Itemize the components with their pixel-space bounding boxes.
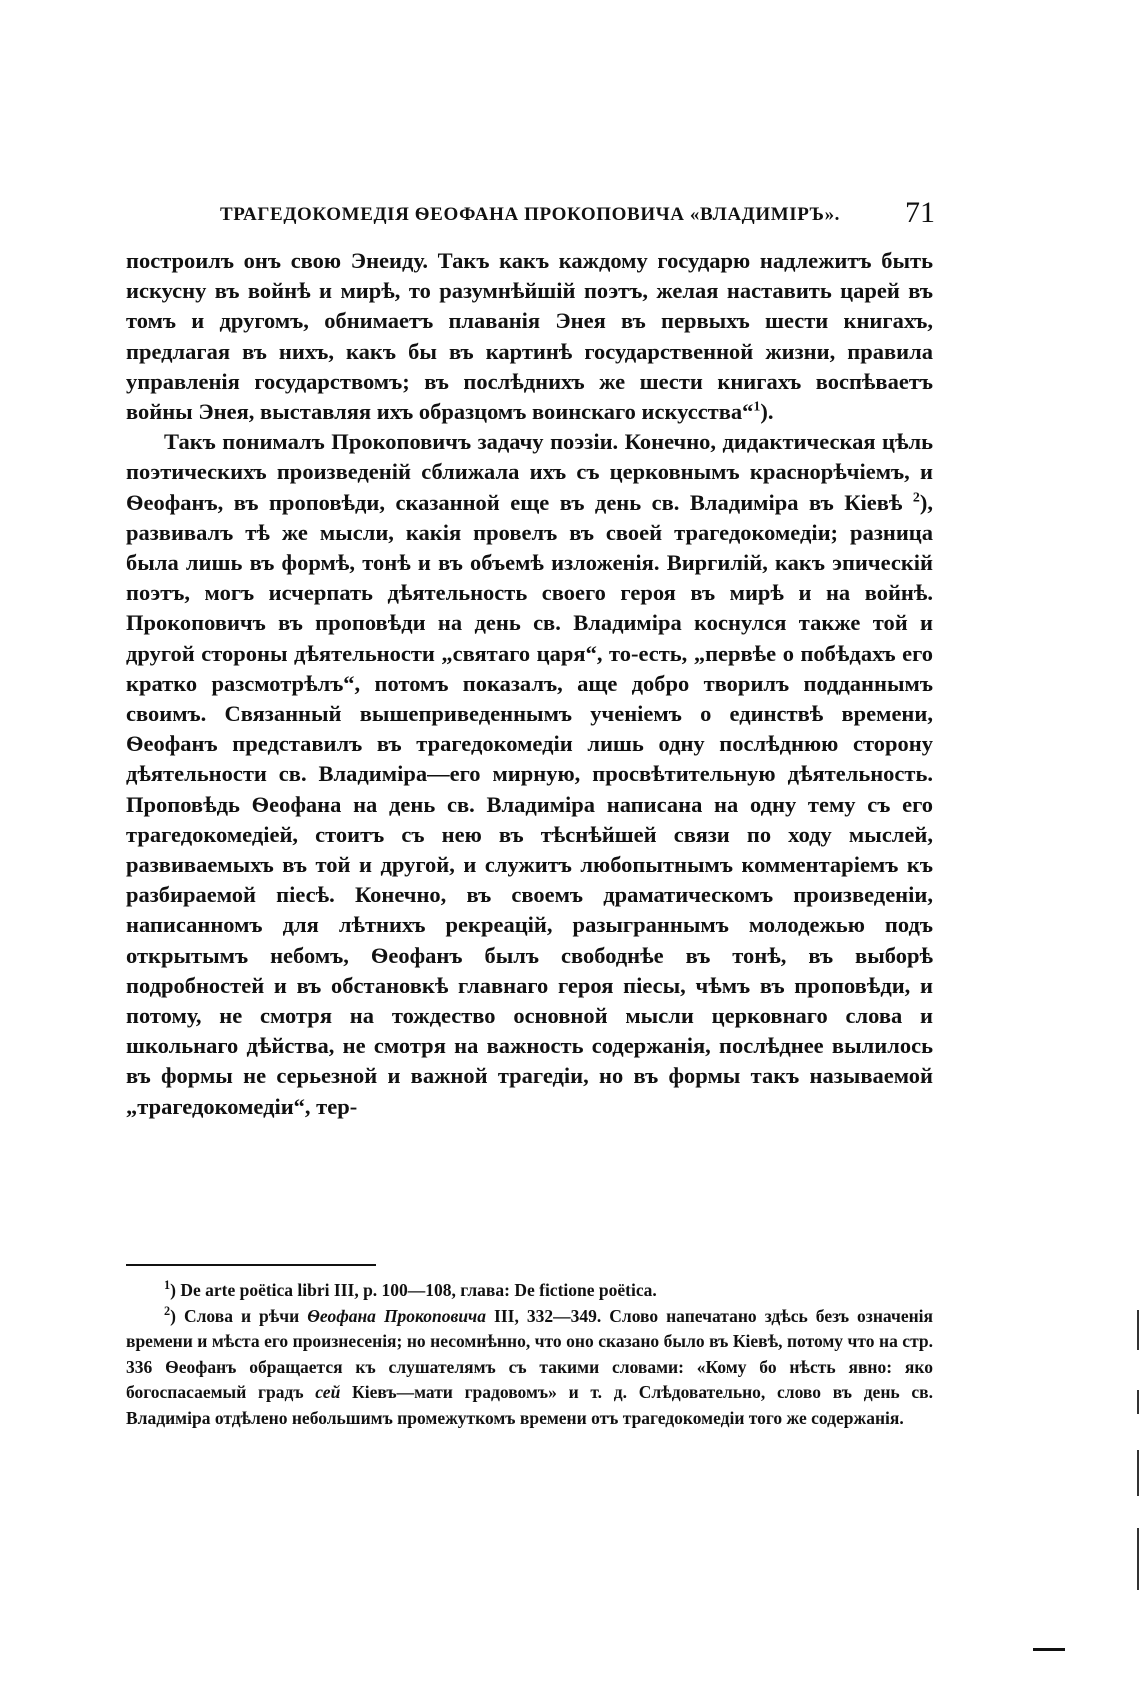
footnote-mark: 2 bbox=[164, 1303, 171, 1318]
footnote-quote-word: сей bbox=[315, 1382, 341, 1403]
footnote-lead: ) Слова и рѣчи bbox=[170, 1305, 308, 1326]
paragraph bbox=[126, 246, 933, 427]
paragraph-text-tail: ). bbox=[760, 399, 774, 425]
page-number: 71 bbox=[905, 196, 935, 229]
footnote-reference: 1 bbox=[753, 399, 761, 415]
footnote-text: III, 332—349. Слово напечатано здѣсь безъ означенія времени и мѣста его произнесенія; но несомнѣнно, что оно сказано было въ Кіевѣ, потому что на стр. 336 Ѳеофанъ обращается къ слушателямъ съ такими словами: «Кому бо нѣсть явно: яко богоспасаемый градъ bbox=[126, 1305, 934, 1403]
footnotes bbox=[126, 1278, 933, 1432]
footnote bbox=[126, 1278, 933, 1304]
paragraph-text: Такъ понималъ Прокоповичъ задачу поэзіи. Конечно, дидактическая цѣль поэтическихъ произведеній сближала ихъ съ церковнымъ краснорѣчіемъ, и Ѳеофанъ, въ проповѣди, сказанной еще въ день св. Владиміра въ Кіевѣ bbox=[126, 429, 933, 515]
running-head bbox=[125, 196, 935, 232]
footnote-mark: 1 bbox=[164, 1278, 171, 1293]
footnote-text: ) De arte poëtica libri III, p. 100—108, глава: De fictione poëtica. bbox=[170, 1280, 657, 1300]
scan-margin-mark bbox=[1137, 1450, 1139, 1496]
footnote-text-continued: Кіевъ—мати градовомъ» и т. д. Слѣдовательно, слово въ день св. Владиміра отдѣлено небольшимъ промежуткомъ времени отъ трагедокомедіи того же содержанія. bbox=[126, 1382, 933, 1428]
scan-edge-mark bbox=[1033, 1648, 1065, 1651]
scan-margin-mark bbox=[1137, 1528, 1139, 1590]
footnote bbox=[126, 1304, 933, 1432]
footnote-reference: 2 bbox=[912, 490, 920, 506]
footnote-author: Ѳеофана Прокоповича bbox=[307, 1305, 486, 1326]
scan-margin-mark bbox=[1137, 1310, 1139, 1350]
main-text bbox=[126, 246, 933, 1122]
paragraph bbox=[126, 427, 933, 1122]
running-title: ТРАГЕДОКОМЕДІЯ ѲЕОФАНА ПРОКОПОВИЧА «ВЛАДИМІРЪ». bbox=[220, 204, 841, 225]
paragraph-text-tail: ), развивалъ тѣ же мысли, какія провелъ въ своей трагедокомедіи; разница была лишь въ формѣ, тонѣ и въ объемѣ изложенія. Виргилій, какъ эпическій поэтъ, могъ исчерпать дѣятельность своего героя въ мирѣ и на войнѣ. Прокоповичъ въ проповѣди на день св. Владиміра коснулся также той и другой стороны дѣятельности „святаго царя“, то-есть, „первѣе о побѣдахъ его кратко разсмотрѣлъ“, потомъ показалъ, аще добро творилъ подданнымъ своимъ. Связанный вышеприведеннымъ ученіемъ о единствѣ времени, Ѳеофанъ представилъ въ трагедокомедіи лишь одну послѣднюю сторону дѣятельности св. Владиміра—его мирную, просвѣтительную дѣятельность. Проповѣдь Ѳеофана на день св. Владиміра написана на одну тему съ его трагедокомедіей, стоитъ съ нею въ тѣснѣйшей связи по ходу мыслей, развиваемыхъ въ той и другой, и служитъ любопытнымъ комментаріемъ къ разбираемой піесѣ. Конечно, въ своемъ драматическомъ произведеніи, написанномъ для лѣтнихъ рекреацій, разыграннымъ молодежью подъ открытымъ небомъ, Ѳеофанъ былъ свободнѣе въ тонѣ, въ выборѣ подробностей и въ обстановкѣ главнаго героя піесы, чѣмъ въ проповѣди, и потому, не смотря на тождество основной мысли церковнаго слова и школьнаго дѣйства, не смотря на важность содержанія, послѣднее вылилось въ формы не серьезной и важной трагедіи, но въ формы такъ называемой „трагедокомедіи“, тер- bbox=[126, 489, 933, 1119]
paragraph-text: построилъ онъ свою Энеиду. Такъ какъ каждому государю надлежитъ быть искусну въ войнѣ и мирѣ, то разумнѣйшій поэтъ, желая наставить царей въ томъ и другомъ, обнимаетъ плаванія Энея въ первыхъ шести книгахъ, предлагая въ нихъ, какъ бы въ картинѣ государственной жизни, правила управленія государствомъ; въ послѣднихъ же шести книгахъ воспѣваетъ войны Энея, выставляя ихъ образцомъ воинскаго искусства“ bbox=[126, 248, 933, 425]
footnote-divider bbox=[126, 1264, 376, 1266]
scan-margin-mark bbox=[1137, 1390, 1139, 1414]
